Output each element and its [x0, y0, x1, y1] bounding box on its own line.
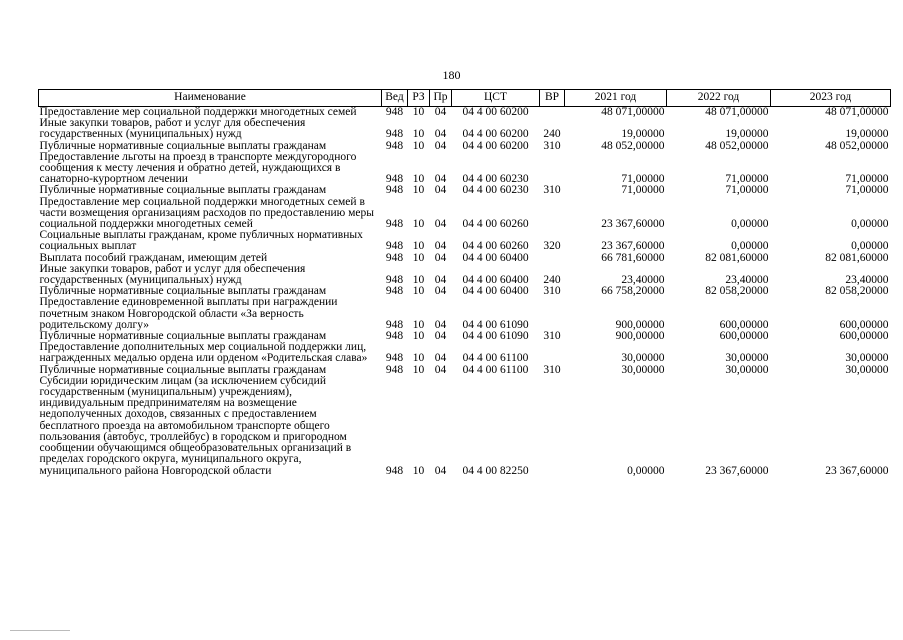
row-amount-2022: 82 058,20000 — [705, 285, 769, 298]
header-ved: Вед — [382, 90, 408, 107]
row-pr: 04 — [434, 285, 447, 298]
row-pr: 04 — [434, 184, 447, 197]
row-amount-2022: 600,00000 — [719, 330, 769, 343]
row-ved: 948 — [385, 274, 404, 287]
row-amount-2021: 71,00000 — [621, 184, 665, 197]
row-rz: 10 — [412, 106, 425, 118]
row-vr — [540, 152, 565, 186]
row-cst: 04 4 00 60260 — [462, 218, 529, 231]
row-vr — [540, 107, 565, 119]
row-rz: 10 — [412, 318, 425, 331]
table-row — [39, 376, 891, 477]
row-name: Публичные нормативные социальные выплаты гражданам — [39, 285, 327, 298]
row-amount-2023: 71,00000 — [845, 173, 889, 186]
header-2021: 2021 год — [565, 90, 667, 107]
row-cst: 04 4 00 60230 — [462, 173, 529, 186]
row-amount-2023: 0,00000 — [851, 240, 889, 253]
row-rz: 10 — [412, 240, 425, 253]
row-name: Субсидии юридическим лицам (за исключением субсидий государственным (муниципальным) учреждениям), индивидуальным предпринимателям на возмещение недополученных доходов, связанных с предоставлением бесплатного проезда на автомобильном транспорте общего пользования (автобус, троллейбус) в городском и пригородном сообщении обучающимся общеобразовательных организаций в пределах городского округа, муниципального округа, муниципального района Новгородской области — [39, 374, 352, 477]
row-pr: 04 — [434, 173, 447, 186]
row-amount-2021: 30,00000 — [621, 363, 665, 376]
table-row — [39, 152, 891, 186]
row-name: Иные закупки товаров, работ и услуг для обеспечения государственных (муниципальных) нужд — [39, 262, 306, 287]
row-amount-2021: 900,00000 — [615, 318, 665, 331]
row-amount-2022: 48 071,00000 — [705, 106, 769, 118]
row-rz: 10 — [412, 139, 425, 152]
table-row — [39, 185, 891, 196]
row-name: Публичные нормативные социальные выплаты гражданам — [39, 330, 327, 343]
row-ved: 948 — [385, 318, 404, 331]
row-ved: 948 — [385, 464, 404, 477]
row-vr — [540, 197, 565, 231]
row-amount-2021: 71,00000 — [621, 173, 665, 186]
row-amount-2021: 30,00000 — [621, 352, 665, 365]
row-vr — [540, 297, 565, 331]
row-pr: 04 — [434, 274, 447, 287]
row-amount-2023: 48 052,00000 — [825, 139, 889, 152]
row-pr: 04 — [434, 330, 447, 343]
row-amount-2022: 23,40000 — [725, 274, 769, 287]
row-ved: 948 — [385, 330, 404, 343]
row-rz: 10 — [412, 330, 425, 343]
row-amount-2021: 66 781,60000 — [601, 251, 665, 264]
row-amount-2021: 23 367,60000 — [601, 240, 665, 253]
header-2023: 2023 год — [771, 90, 891, 107]
row-name: Публичные нормативные социальные выплаты гражданам — [39, 139, 327, 152]
row-amount-2021: 23 367,60000 — [601, 218, 665, 231]
row-amount-2022: 600,00000 — [719, 318, 769, 331]
row-pr: 04 — [434, 352, 447, 365]
row-ved: 948 — [385, 218, 404, 231]
row-vr: 240 — [543, 274, 561, 287]
row-cst: 04 4 00 60230 — [462, 184, 529, 197]
row-cst: 04 4 00 60200 — [462, 128, 529, 141]
row-cst: 04 4 00 61090 — [462, 318, 529, 331]
row-name: Предоставление единовременной выплаты при награждении почетным знаком Новгородской области «За верность родительскому долгу» — [39, 296, 338, 331]
row-rz: 10 — [412, 285, 425, 298]
row-amount-2022: 82 081,60000 — [705, 251, 769, 264]
row-amount-2023: 30,00000 — [845, 352, 889, 365]
row-ved: 948 — [385, 251, 404, 264]
row-amount-2021: 48 052,00000 — [601, 139, 665, 152]
row-vr — [540, 342, 565, 364]
row-ved: 948 — [385, 184, 404, 197]
header-2022: 2022 год — [667, 90, 771, 107]
row-amount-2022: 48 052,00000 — [705, 139, 769, 152]
header-vr: ВР — [540, 90, 565, 107]
row-name: Иные закупки товаров, работ и услуг для обеспечения государственных (муниципальных) нужд — [39, 117, 306, 141]
row-amount-2022: 30,00000 — [725, 363, 769, 376]
row-pr: 04 — [434, 251, 447, 264]
row-name: Публичные нормативные социальные выплаты гражданам — [39, 363, 327, 376]
row-amount-2023: 19,00000 — [845, 128, 889, 141]
row-amount-2023: 82 058,20000 — [825, 285, 889, 298]
page-number: 180 — [442, 68, 461, 82]
row-cst: 04 4 00 60200 — [462, 139, 529, 152]
row-vr: 310 — [543, 330, 561, 343]
row-ved: 948 — [385, 139, 404, 152]
budget-table — [38, 89, 891, 477]
row-amount-2023: 0,00000 — [851, 218, 889, 231]
row-name: Предоставление мер социальной поддержки многодетных семей в части возмещения организациям расходов по предоставлению меры социальной поддержки многодетных семей — [39, 195, 374, 231]
footnote-divider — [10, 630, 70, 631]
table-row — [39, 297, 891, 331]
row-amount-2022: 71,00000 — [725, 173, 769, 186]
row-rz: 10 — [412, 218, 425, 231]
row-name: Публичные нормативные социальные выплаты гражданам — [39, 184, 327, 197]
row-amount-2022: 71,00000 — [725, 184, 769, 197]
row-vr: 310 — [543, 285, 561, 298]
row-amount-2023: 48 071,00000 — [825, 106, 889, 118]
row-pr: 04 — [434, 318, 447, 331]
row-amount-2023: 71,00000 — [845, 184, 889, 197]
row-ved: 948 — [385, 240, 404, 253]
row-name: Предоставление льготы на проезд в транспорте междугородного сообщения к месту лечения и обратно детей, нуждающихся в санаторно-курортном лечении — [39, 150, 357, 186]
row-cst: 04 4 00 60400 — [462, 285, 529, 298]
row-pr: 04 — [434, 139, 447, 152]
row-cst: 04 4 00 60400 — [462, 251, 529, 264]
row-amount-2022: 19,00000 — [725, 128, 769, 141]
row-rz: 10 — [412, 251, 425, 264]
row-rz: 10 — [412, 184, 425, 197]
row-amount-2023: 82 081,60000 — [825, 251, 889, 264]
row-cst: 04 4 00 61090 — [462, 330, 529, 343]
row-name: Социальные выплаты гражданам, кроме публичных нормативных социальных выплат — [39, 229, 363, 253]
table-row — [39, 197, 891, 231]
row-ved: 948 — [385, 352, 404, 365]
row-amount-2021: 23,40000 — [621, 274, 665, 287]
row-pr: 04 — [434, 128, 447, 141]
row-amount-2022: 30,00000 — [725, 352, 769, 365]
row-pr: 04 — [434, 240, 447, 253]
table-row — [39, 118, 891, 140]
table-body — [39, 107, 891, 477]
row-amount-2023: 23,40000 — [845, 274, 889, 287]
header-name: Наименование — [39, 90, 382, 107]
row-amount-2021: 0,00000 — [627, 464, 665, 477]
table-row — [39, 264, 891, 286]
row-vr: 310 — [543, 139, 561, 152]
header-rz: РЗ — [408, 90, 430, 107]
row-amount-2023: 30,00000 — [845, 363, 889, 376]
row-amount-2023: 600,00000 — [839, 330, 889, 343]
row-amount-2021: 48 071,00000 — [601, 106, 665, 118]
row-cst: 04 4 00 61100 — [462, 352, 529, 365]
row-rz: 10 — [412, 464, 425, 477]
row-amount-2023: 23 367,60000 — [825, 464, 889, 477]
header-pr: Пр — [430, 90, 452, 107]
row-ved: 948 — [385, 285, 404, 298]
row-amount-2022: 23 367,60000 — [705, 464, 769, 477]
row-vr — [540, 253, 565, 264]
table-header-row — [39, 90, 891, 107]
row-amount-2022: 0,00000 — [731, 218, 769, 231]
row-ved: 948 — [385, 128, 404, 141]
table-row — [39, 342, 891, 364]
row-ved: 948 — [385, 106, 404, 118]
row-vr: 310 — [543, 184, 561, 197]
row-rz: 10 — [412, 173, 425, 186]
row-cst: 04 4 00 60200 — [462, 106, 529, 118]
header-cst: ЦСТ — [452, 90, 540, 107]
row-vr — [540, 376, 565, 477]
row-vr: 240 — [543, 128, 561, 141]
row-rz: 10 — [412, 363, 425, 376]
table-row — [39, 230, 891, 252]
row-name: Предоставление мер социальной поддержки многодетных семей — [39, 106, 357, 118]
row-pr: 04 — [434, 464, 447, 477]
row-amount-2023: 600,00000 — [839, 318, 889, 331]
row-amount-2021: 66 758,20000 — [601, 285, 665, 298]
row-cst: 04 4 00 82250 — [462, 464, 529, 477]
row-cst: 04 4 00 61100 — [462, 363, 529, 376]
row-cst: 04 4 00 60400 — [462, 274, 529, 287]
row-vr: 320 — [543, 240, 561, 253]
row-name: Предоставление дополнительных мер социальной поддержки лиц, награжденных медалью ордена или орденом «Родительская слава» — [39, 341, 368, 365]
row-ved: 948 — [385, 363, 404, 376]
row-pr: 04 — [434, 218, 447, 231]
row-rz: 10 — [412, 274, 425, 287]
row-amount-2021: 19,00000 — [621, 128, 665, 141]
row-vr: 310 — [543, 363, 561, 376]
row-amount-2021: 900,00000 — [615, 330, 665, 343]
row-pr: 04 — [434, 363, 447, 376]
row-pr: 04 — [434, 106, 447, 118]
row-amount-2022: 0,00000 — [731, 240, 769, 253]
row-name: Выплата пособий гражданам, имеющим детей — [39, 251, 268, 264]
row-ved: 948 — [385, 173, 404, 186]
row-cst: 04 4 00 60260 — [462, 240, 529, 253]
row-rz: 10 — [412, 128, 425, 141]
row-rz: 10 — [412, 352, 425, 365]
